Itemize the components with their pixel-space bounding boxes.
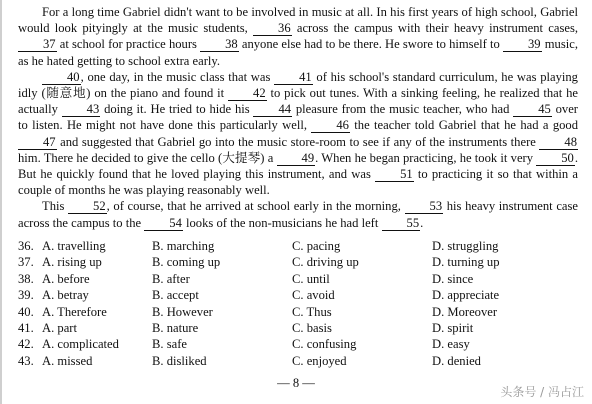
option-c: C. basis xyxy=(292,320,332,335)
option-c: C. avoid xyxy=(292,288,335,303)
blank-50: 50 xyxy=(536,152,575,166)
option-a: A. complicated xyxy=(42,337,119,352)
option-c: C. Thus xyxy=(292,304,332,319)
blank-48: 48 xyxy=(539,136,578,150)
option-d: D. denied xyxy=(432,353,481,368)
question-number: 42. xyxy=(18,337,34,352)
blank-38: 38 xyxy=(200,38,239,52)
option-b: B. safe xyxy=(152,337,187,352)
blank-43: 43 xyxy=(62,103,101,117)
option-d: D. easy xyxy=(432,337,470,352)
paragraph-1 xyxy=(18,4,578,69)
passage-text: music, as he hated getting to school extra early. xyxy=(18,37,578,68)
option-d: D. appreciate xyxy=(432,288,500,303)
question-row xyxy=(18,320,578,336)
passage-text: . But he quickly found that he loved playing this instrument, and was xyxy=(18,150,578,182)
option-b: B. coming up xyxy=(152,255,221,270)
passage-text: to pick out tunes. With a sinking feeling, he realized that he actually xyxy=(18,86,578,117)
cloze-passage xyxy=(18,4,578,231)
paragraph-2 xyxy=(18,69,578,199)
passage-text: at school for practice hours xyxy=(56,37,201,52)
passage-text: of his school's standard curriculum, he was playing idly (随意地) on the piano and found it xyxy=(18,69,578,101)
passage-text: across the campus with their heavy instrument cases, xyxy=(291,21,578,36)
blank-47: 47 xyxy=(18,136,57,150)
question-row xyxy=(18,271,578,287)
passage-text: . xyxy=(420,215,424,230)
passage-text: . When he began practicing, he took it very xyxy=(315,150,537,165)
blank-39: 39 xyxy=(503,38,542,52)
question-number: 38. xyxy=(18,271,34,286)
option-a: A. missed xyxy=(42,353,93,368)
option-d: D. struggling xyxy=(432,239,499,253)
blank-52: 52 xyxy=(68,200,107,214)
option-a: A. rising up xyxy=(42,255,102,270)
passage-text: anyone else had to be there. He swore to himself to xyxy=(238,37,503,52)
blank-46: 46 xyxy=(311,119,350,133)
answer-options xyxy=(18,238,578,369)
option-b: B. marching xyxy=(152,239,215,253)
passage-text: For a long time Gabriel didn't want to be involved in music at all. In his first years of high school, Gabriel would look pityingly at the music students, xyxy=(18,5,578,36)
question-row xyxy=(18,304,578,320)
question-number: 40. xyxy=(18,304,34,319)
passage-text: over to listen. He might not have done this particularly well, xyxy=(18,102,579,133)
option-d: D. turning up xyxy=(432,255,500,270)
passage-text: the teacher told Gabriel that he had a good xyxy=(349,118,579,133)
blank-41: 41 xyxy=(274,71,313,85)
option-d: D. Moreover xyxy=(432,304,498,319)
blank-51: 51 xyxy=(375,168,414,182)
option-c: C. pacing xyxy=(292,239,341,253)
option-a: A. travelling xyxy=(42,239,106,253)
passage-text: , one day, in the music class that was xyxy=(80,69,275,84)
question-number: 37. xyxy=(18,255,34,270)
option-b: B. after xyxy=(152,271,190,286)
question-number: 41. xyxy=(18,320,34,335)
option-a: A. betray xyxy=(42,288,89,303)
blank-54: 54 xyxy=(144,217,183,231)
question-row xyxy=(18,353,578,369)
option-a: A. part xyxy=(42,320,77,335)
blank-40: 40 xyxy=(42,71,81,85)
option-d: D. since xyxy=(432,271,474,286)
question-number: 36. xyxy=(18,239,34,253)
option-c: C. confusing xyxy=(292,337,357,352)
passage-text: pleasure from the music teacher, who had xyxy=(292,102,514,117)
passage-text: looks of the non-musicians he had left xyxy=(182,215,382,230)
blank-55: 55 xyxy=(382,217,421,231)
page-edge xyxy=(0,0,2,404)
option-c: C. driving up xyxy=(292,255,359,270)
question-number: 43. xyxy=(18,353,34,368)
question-number: 39. xyxy=(18,288,34,303)
blank-44: 44 xyxy=(253,103,292,117)
passage-text: him. There he decided to give the cello (大提琴) a xyxy=(18,150,277,165)
passage-text: doing it. He tried to hide his xyxy=(100,102,254,117)
page-number: — 8 — xyxy=(277,376,315,390)
blank-37: 37 xyxy=(18,38,57,52)
option-b: B. disliked xyxy=(152,353,207,368)
question-row xyxy=(18,238,578,254)
option-d: D. spirit xyxy=(432,320,474,335)
passage-text: This xyxy=(42,199,69,214)
watermark: 头条号 / 冯占江 xyxy=(500,385,584,399)
blank-42: 42 xyxy=(228,87,267,101)
option-b: B. accept xyxy=(152,288,199,303)
question-row xyxy=(18,336,578,352)
passage-text: his heavy instrument case across the campus to the xyxy=(18,199,578,230)
blank-53: 53 xyxy=(405,200,444,214)
option-c: C. until xyxy=(292,271,330,286)
passage-text: and suggested that Gabriel go into the music store-room to see if any of the instruments there xyxy=(56,134,540,149)
option-a: A. Therefore xyxy=(42,304,107,319)
passage-text: , of course, that he arrived at school early in the morning, xyxy=(106,199,405,214)
option-a: A. before xyxy=(42,271,90,286)
option-c: C. enjoyed xyxy=(292,353,347,368)
question-row xyxy=(18,287,578,303)
option-b: B. nature xyxy=(152,320,199,335)
blank-36: 36 xyxy=(253,22,292,36)
blank-49: 49 xyxy=(277,152,316,166)
question-row xyxy=(18,254,578,270)
option-b: B. However xyxy=(152,304,213,319)
passage-text: to practicing it so that within a couple of months he was playing reasonably well. xyxy=(18,167,579,198)
paragraph-3 xyxy=(18,198,578,230)
blank-45: 45 xyxy=(513,103,552,117)
